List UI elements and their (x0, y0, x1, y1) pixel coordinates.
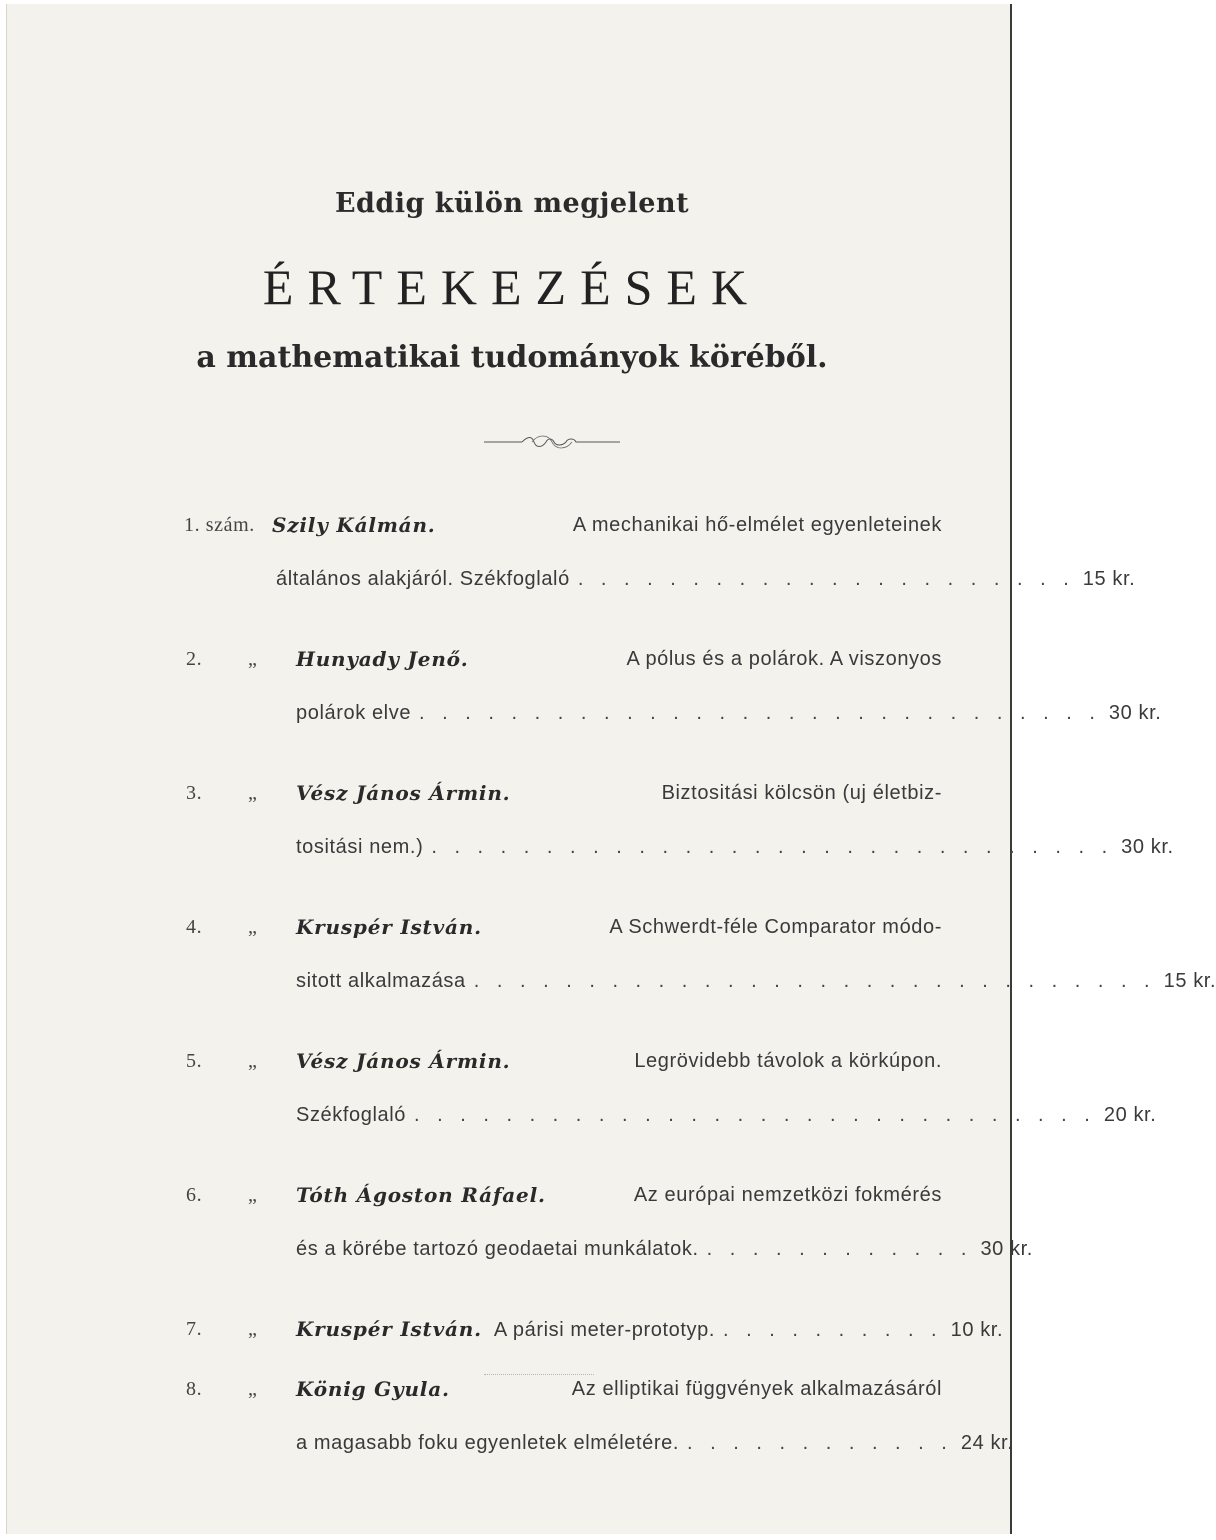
leader-dots: . . . . . . . . . . (723, 1319, 943, 1341)
leader-dots: . . . . . . . . . . . . (687, 1432, 953, 1454)
entry-title-line2: általános alakjáról. Székfoglaló (276, 568, 570, 590)
entry-author: König Gyula. (296, 1377, 450, 1401)
page-subtitle: a mathematikai tudományok köréből. (196, 340, 828, 375)
entry-title-line2: Székfoglaló (296, 1104, 406, 1126)
bottom-divider (484, 1374, 594, 1375)
list-item (184, 508, 1136, 616)
entry-price: 30 kr. (1121, 836, 1174, 858)
entry-title-line1: Az elliptikai függvények alkalmazásáról (571, 1378, 942, 1400)
entry-title-line2: és a körébe tartozó geodaetai munkálatok. (296, 1238, 699, 1260)
ditto-mark: „ (248, 1378, 258, 1400)
ditto-mark: „ (248, 1184, 258, 1206)
entry-number: 4. (186, 916, 203, 938)
page-title: ÉRTEKEZÉSEK (262, 259, 762, 315)
entry-title-line2: tositási nem.) (296, 836, 424, 858)
entry-number: 1. szám. (184, 514, 255, 536)
list-item (186, 1178, 1033, 1286)
entry-title-line2: a magasabb foku egyenletek elméletére. (296, 1432, 680, 1454)
entry-number: 7. (186, 1318, 203, 1340)
list-item (186, 1312, 1004, 1366)
entry-number: 3. (186, 782, 203, 804)
entry-price: 20 kr. (1103, 1104, 1157, 1126)
leader-dots: . . . . . . . . . . . . . . . . . . . . . . . . . . . . . . (431, 836, 1114, 858)
leader-dots: . . . . . . . . . . . . (706, 1238, 973, 1260)
entry-price: 24 kr. (960, 1432, 1014, 1454)
leader-dots: . . . . . . . . . . . . . . . . . . . . . . (577, 568, 1075, 590)
entry-author: Hunyady Jenő. (296, 647, 469, 671)
entry-author: Kruspér István. (296, 915, 482, 939)
entry-number: 6. (186, 1184, 203, 1206)
entry-price: 30 kr. (980, 1238, 1033, 1260)
list-item (186, 642, 1162, 750)
entry-number: 8. (186, 1378, 203, 1400)
list-item (186, 1372, 1014, 1480)
ditto-mark: „ (248, 916, 258, 938)
entry-title-line1: Az európai nemzetközi fokmérés (633, 1184, 942, 1206)
leader-dots: . . . . . . . . . . . . . . . . . . . . . . . . . . . . . . (419, 702, 1101, 724)
entry-title-line1: A Schwerdt-féle Comparator módo- (609, 916, 942, 938)
leader-dots: . . . . . . . . . . . . . . . . . . . . . . . . . . . . . . (473, 970, 1156, 992)
entry-title-line2: polárok elve (296, 702, 412, 724)
entry-author: Vész János Ármin. (296, 781, 511, 805)
publication-list (184, 508, 1216, 1506)
entry-author: Kruspér István. (296, 1317, 482, 1341)
entry-price: 15 kr. (1082, 568, 1136, 590)
list-item (186, 1044, 1157, 1152)
entry-number: 5. (186, 1050, 203, 1072)
entry-title-line1: Biztositási kölcsön (uj életbiz- (661, 782, 942, 804)
ditto-mark: „ (248, 1050, 258, 1072)
entry-price: 30 kr. (1108, 702, 1162, 724)
entry-title-line1: Legrövidebb távolok a körkúpon. (634, 1050, 942, 1072)
entry-author: Vész János Ármin. (296, 1049, 511, 1073)
entry-title-line1: A pólus és a polárok. A viszonyos (626, 648, 942, 670)
entry-price: 15 kr. (1163, 970, 1216, 992)
entry-price: 10 kr. (950, 1319, 1004, 1341)
entry-number: 2. (186, 648, 203, 670)
entry-title-line2: sitott alkalmazása (296, 970, 466, 992)
ditto-mark: „ (248, 1318, 258, 1340)
header-top-line: Eddig külön megjelent (334, 188, 690, 219)
entry-title-line1: A mechanikai hő-elmélet egyenleteinek (572, 514, 942, 536)
list-item (186, 776, 1174, 884)
entry-author: Tóth Ágoston Ráfael. (296, 1183, 546, 1207)
ornament-divider (482, 430, 622, 454)
leader-dots: . . . . . . . . . . . . . . . . . . . . . . . . . . . . . . (414, 1104, 1096, 1126)
ditto-mark: „ (248, 648, 258, 670)
entry-author: Szily Kálmán. (272, 513, 436, 537)
ditto-mark: „ (248, 782, 258, 804)
list-item (186, 910, 1216, 1018)
entry-title-line1: A párisi meter-prototyp. (493, 1319, 716, 1341)
